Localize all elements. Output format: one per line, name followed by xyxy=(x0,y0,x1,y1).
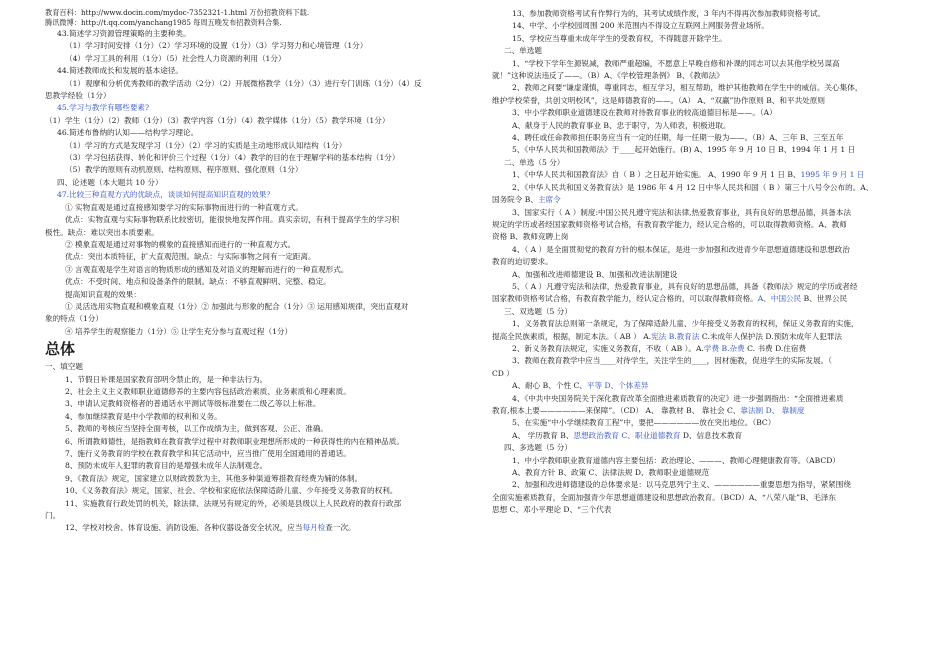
choice-item: A、加强和改进师德建设 B、加强和改进法制建设 xyxy=(512,269,678,279)
answer-line: ① 实物直观是通过直接感知要学习的实际事物而进行的一种直观方式。 xyxy=(65,202,303,212)
fill-item: 10、《义务教育法》规定，国家、社会、学校和家庭依法保障适龄儿童、少年接受义务教育的权利。 xyxy=(65,486,398,496)
choice-item xyxy=(492,194,912,206)
choice-item: 3、中小学教师职业道德建设在教师对待教育事业的较高道德目标是——。（A） xyxy=(512,108,777,118)
answer-line: （4）学习工具的利用（1分）（5）社会性人力资源的利用（1分） xyxy=(65,53,286,63)
fill-item: 13、参加教师资格考试有作弊行为的，其考试成绩作废，3 年内不得再次参加教师资格考试。 xyxy=(512,9,826,18)
fill-item: 7、施行义务教育的学校在教育教学和其它活动中，应当推广使用全国通用的普通话。 xyxy=(65,449,351,458)
blue-text: 思想政治教育 C、职业道德教育 xyxy=(573,430,681,440)
answer-line: ② 模象直观是通过对事物的模象的直接感知而进行的一种直观方式。 xyxy=(65,239,296,249)
choice-item: 全面实施素质教育，全面加强青少年思想道德建设和思想政治教育。（BCD）A、“八荣八耻”B、毛泽东 xyxy=(492,492,836,502)
answer-line: （5）教学的原则有动机原则、结构原则、程序原则、强化原则（1分） xyxy=(65,165,303,175)
text: D、信息技术教育 xyxy=(680,430,743,440)
blue-text: 学费 B. xyxy=(703,343,730,353)
choice-item: 1、“学校下学年生源锐减，教师严重超编，不愿意上早晚自修和补课的同志可以去其他学校另谋高 xyxy=(512,58,840,68)
section-heading: 一、填空题 xyxy=(45,362,83,372)
answer-line: （1）学习的方式是发现学习（1分）（2）学习的实质是主动地形成认知结构（1分） xyxy=(65,140,347,150)
fill-item: 5、教师的考核应当坚持全面考核，以工作成绩为主，做到客观、公正、准确。 xyxy=(65,424,329,434)
header-line-1: 教育百科：http://www.docin.com/mydoc-7352321-1.html 万份招教资料下载. xyxy=(45,8,310,17)
choice-item xyxy=(492,169,912,181)
answer-line: ④ 培养学生的观察能力（1分）⑤ 让学生充分参与直观过程（1分） xyxy=(65,326,293,336)
answer-line: 优点：不受时间、地点和设备条件的限制。缺点：不够直观鲜明、完整、稳定。 xyxy=(65,277,331,287)
blue-text: A、中国公民 xyxy=(757,294,802,304)
choice-item: CD ） xyxy=(492,368,514,378)
text: 提高全民族素质，根据，制定本法。（ AB ） A. xyxy=(492,331,652,341)
answer-line: 思教学经验（1分） xyxy=(45,91,111,101)
fill-item: 2、社会主义主义教师职业道德修养的主要内容包括政治素质、业务素质和心理素质。 xyxy=(65,386,351,396)
choice-item: 维护学校荣誉，共创文明校风”，这是师德教育的——。（A） A、“双赢”协作原则 B、和平共处原则 xyxy=(492,95,825,105)
question-47: 47.比较三种直观方式的优缺点，谈谈如何提高知识直观的效果？ xyxy=(57,190,275,200)
choice-item: 就！”这种说法违反了——。（B）A、《学校管理条例》 B、《教师法》 xyxy=(492,71,724,81)
blue-text: 杂费 xyxy=(729,343,745,353)
answer-line: （1）学生（1分）（2）教师（1分）（3）教学内容（1分）（4）教学媒体（1分）（5）教学环境（1分） xyxy=(45,115,390,125)
fill-item: 6、所谓教师德性，是指教师在教育教学过程中对教师职业理想所形成的一种获得性的内在精神品质。 xyxy=(65,436,404,446)
fill-item: 15、学校应当尊重未成年学生的受教育权，不得随意开除学生。 xyxy=(512,33,727,43)
left-column xyxy=(45,8,470,535)
choice-item xyxy=(492,405,912,417)
header-line-2: 腾讯微博：http://t.qq.com/yanchang1985 每周五晚发布招教资料合集. xyxy=(45,18,282,27)
question-44: 44.简述教师成长和发展的基本途径。 xyxy=(57,66,183,76)
choice-item xyxy=(492,343,912,355)
choice-item: 4、聘任或任命教师担任职务应当有一定的任期，每一任期一般为——。（B）A、三年 B、三至五年 xyxy=(512,133,844,143)
answer-line: ③ 言观直观是学生对语言的物质形成的感知及对语义的理解而进行的一种直观形式。 xyxy=(65,264,349,274)
fill-item-12 xyxy=(45,522,470,534)
fill-item: 14、中学、小学校园周围 200 米范围内不得设立互联网上网服务营业场所。 xyxy=(512,21,769,31)
question-45: 45.学习与教学有哪些要素? xyxy=(57,103,150,113)
fill-item: 3、申请认定教师资格者的普通话水平测试等级标准要在二级乙等以上标准。 xyxy=(65,399,321,409)
fill-item: 4、参加继续教育是中小学教师的权利和义务。 xyxy=(65,411,222,421)
text: 2、新义务教育法规定，实施义务教育，不收（ AB ）。A. xyxy=(512,343,704,353)
answer-line: 提高知识直观的效果： xyxy=(65,289,141,299)
answer-line: （3）学习包括获得、转化和评价三个过程（1分）（4）教学的目的在于理解学科的基本结构（1分） xyxy=(65,153,400,163)
answer-line: 象的特点（1分） xyxy=(45,314,103,324)
choice-item xyxy=(492,380,912,392)
question-46: 46.简述布鲁纳的认知——结构学习理论。 xyxy=(57,128,199,138)
choice-item xyxy=(492,293,912,305)
answer-line: （1）观摩和分析优秀教师的教学活动（2分）（2）开展微格教学（1分）（3）进行专门训练（1分）（4）反 xyxy=(65,78,422,88)
section-heading: 三、双选题（5 分） xyxy=(504,306,572,316)
fill-item: 门。 xyxy=(45,511,61,521)
fill-item: 8、预防未成年人犯罪的教育目的是增强未成年人法制观念。 xyxy=(65,461,268,471)
blue-text: 靠法制 D、 靠制度 xyxy=(740,406,805,415)
choice-item: 5、《中华人民共和国教师法》于____起开始施行。(B) A、1995 年 9 月 10 日 B、1994 年 1 月 1 日 xyxy=(512,145,856,155)
text: 国务院令 B、 xyxy=(492,195,538,205)
choice-item xyxy=(492,331,912,343)
section-heading: 四、论述题（本大题共 10 分） xyxy=(57,177,163,187)
fill-item: 9、《教育法》规定，国家建立以财政拨款为主，其他多种渠道筹措教育经费为辅的体制。 xyxy=(65,473,363,483)
blue-text: 教育法 xyxy=(676,331,700,341)
fill-item: 1、节假日补课是国家教育部明令禁止的，是一种非法行为。 xyxy=(65,374,268,384)
answer-line: （1）学习时间安排（1分）（2）学习环境的设置（1分）（3）学习努力和心境管理（1分） xyxy=(65,41,368,51)
choice-item: 1、义务教育法总则第一条规定，为了保障适龄儿童、少年接受义务教育的权利，保证义务教育的实施， xyxy=(512,319,859,329)
answer-line: 优点：突出本质特征，扩大直观范围。缺点：与实际事物之间有一定距离。 xyxy=(65,252,316,262)
answer-line: 极性。缺点：难以突出本质要素。 xyxy=(45,227,159,237)
choice-item: 5、（ A ）凡遵守宪法和法律，热爱教育事业，具有良好的思想品德，具备《教师法》规定的学历或者经 xyxy=(512,281,858,291)
blue-text: 宪法 B. xyxy=(651,331,677,341)
text: 教育,根本上要——————来保障”。（CD） A、 靠教材 B、 靠社会 C、 xyxy=(492,406,741,415)
blue-text: 主席令 xyxy=(537,195,561,205)
section-heading: 二、单选（5 分） xyxy=(504,157,565,167)
choice-item: 2、《中华人民共和国义务教育法》是 1986 年 4 月 12 日中华人民共和国（ B ）第三十八号令公布的。A、 xyxy=(512,182,874,192)
choice-item: 资格 B、教师竞聘上岗 xyxy=(492,232,569,242)
choice-item: 4、《中共中央国务院关于深化教育改革全面推进素质教育的决定》进一步强调指出：“全面推进素质 xyxy=(512,393,844,403)
choice-item: 4、（ A ）是全面贯彻党的教育方针的根本保证，是进一步加强和改进青少年思想道德建设和思想政治 xyxy=(512,244,850,254)
right-column xyxy=(492,8,912,517)
text: A、 学历教育 B、 xyxy=(512,430,574,440)
choice-item: 规定的学历或者经国家教师资格考试合格，有教育教学能力，经认定合格的，可以取得教师资格。A、教师 xyxy=(492,219,847,229)
choice-item: A、献身于人民的教育事业 B、忠于职守，为人师表，积极进取。 xyxy=(512,120,731,130)
choice-item: 5、在实施“中小学继续教育工程”中，要把——————放在突出地位。（BC） xyxy=(512,418,776,428)
answer-line: 优点：实物直观与实际事物联系比较密切，能很快地发挥作用。真实亲切，有利于提高学生的学习积 xyxy=(65,215,400,225)
section-title-big: 总体 xyxy=(45,340,76,359)
choice-item xyxy=(492,430,912,442)
choice-item: 3、教师在教育教学中应当____对待学生，关注学生的____，因材施教，促进学生的实际发展。（ xyxy=(512,356,832,366)
section-heading: 四、多选题（5 分） xyxy=(504,443,572,453)
text: A、耐心 B、个性 C、 xyxy=(512,381,587,391)
highlight-text: 每月检 xyxy=(302,523,326,533)
question-43: 43.简述学习资源管理策略的主要种类。 xyxy=(57,29,191,38)
choice-item: A、教育方针 B、政策 C、法律法规 D、教师职业道德规范 xyxy=(512,468,710,478)
answer-line: ① 灵活选用实物直观和模象直观（1分）② 加强此与形象的配合（1分）③ 运用感知规律，突出直观对 xyxy=(65,301,409,311)
section-heading: 二、单选题 xyxy=(504,46,542,56)
choice-item: 1、中小学教师职业教育道德内容主要包括：政治理论、———、教师心理健康教育等。（ABCD） xyxy=(512,455,840,465)
choice-item: 2、加强和改进师德建设的总体要求是：以马克思列宁主义、——————重要思想为指导，紧紧围绕 xyxy=(512,480,851,490)
text: 1、《中华人民共和国教育法》自（ B ）之日起开始实施。 A、1990 年 9 月 1 日 B、 xyxy=(512,170,801,180)
blue-text: 1995 年 9 月 1 日 xyxy=(800,170,865,180)
choice-item: 教育的迫切要求。 xyxy=(492,257,553,267)
choice-item: 思想 C、邓小平理论 D、“三个代表 xyxy=(492,505,612,515)
text: 国家教师资格考试合格，有教育教学能力，经认定合格的，可以取得教师资格。 xyxy=(492,294,758,304)
text: C. 书费 D.住宿费 xyxy=(744,343,807,353)
text: B、世界公民 xyxy=(801,294,848,304)
fill-item: 11、实施教育行政处罚的机关，除法律、法规另有规定的外，必须是县级以上人民政府的教育行政部 xyxy=(65,498,402,508)
text: C.未成年人保护法 D.预防未成年人犯罪法 xyxy=(699,331,842,341)
choice-item: 2、教师之间要“谦虚谨慎，尊重同志，相互学习，相互帮助，维护其他教师在学生中的威信。关心集体， xyxy=(512,83,863,93)
blue-text: 平等 D、个体差异 xyxy=(586,381,649,391)
fill-item-text: 12、学校对校舍、体育设施、消防设施、各种仪器设备安全状况，应当每月检查一次。 xyxy=(65,523,356,533)
choice-item: 3、国家实行（ A ）制度:中国公民凡遵守宪法和法律,热爱教育事业，具有良好的思想品德，具备本法 xyxy=(512,207,852,217)
